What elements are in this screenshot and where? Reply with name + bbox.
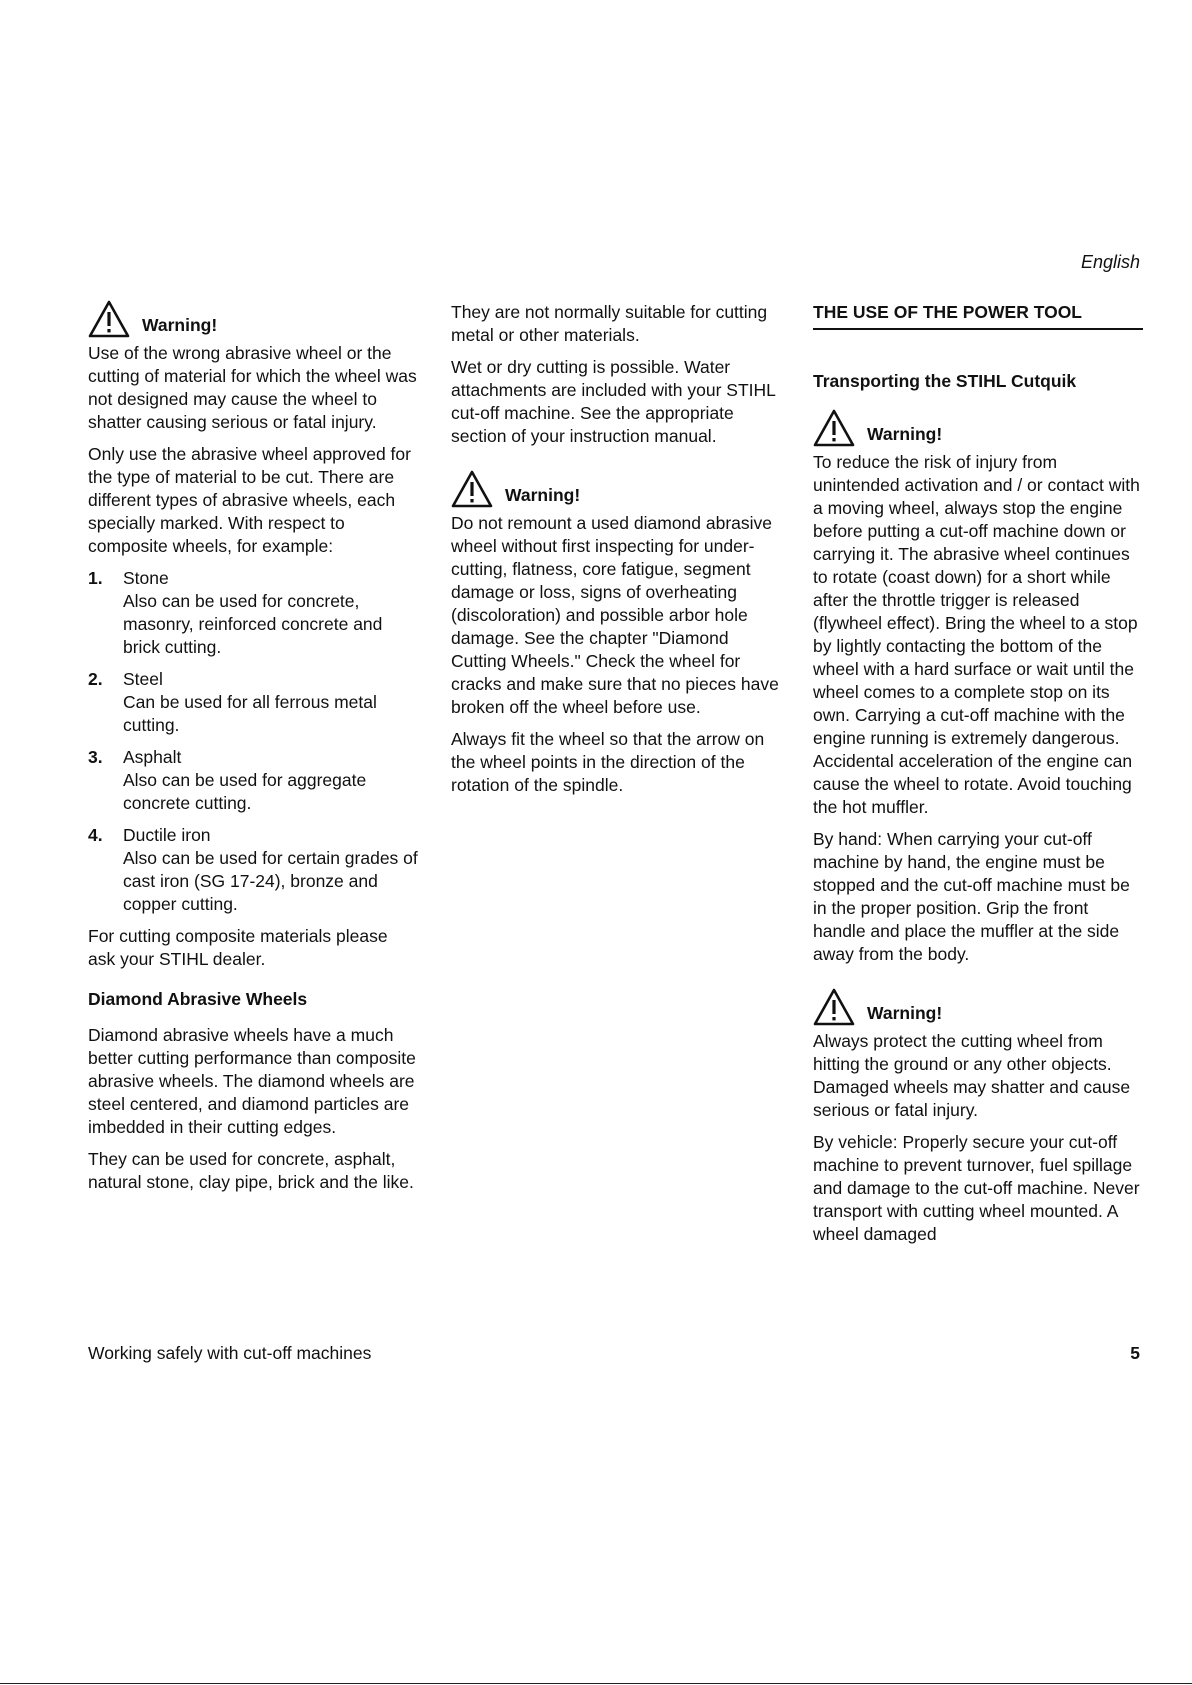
column-right — [813, 301, 1143, 1255]
list-item-text: Also can be used for concrete, masonry, reinforced concrete and brick cutting. — [123, 591, 383, 657]
footer-section-title: Working safely with cut-off machines — [88, 1343, 372, 1363]
warning-label: Warning! — [867, 1003, 943, 1023]
section-title: THE USE OF THE POWER TOOL — [813, 301, 1143, 330]
list-item-title: Asphalt — [123, 747, 182, 767]
paragraph: By hand: When carrying your cut-off machine by hand, the engine must be stopped and the cut-off machine must be in the proper position. Grip the front handle and place the muffler at the side away from the body. — [813, 829, 1130, 964]
warning-text: Always protect the cutting wheel from hitting the ground or any other objects. Damaged wheels may shatter and cause serious or fatal injury. — [813, 1031, 1131, 1120]
warning-label: Warning! — [505, 485, 581, 505]
page-bottom-divider — [0, 1683, 1192, 1684]
warning-text: To reduce the risk of injury from unintended activation and / or contact with a moving wheel, always stop the engine before putting a cut-off machine down or carrying it. The abrasive wheel continues to rotate (coast down) for a short while after the throttle trigger is released (flywheel effect). Bring the wheel to a stop by lightly contacting the bottom of the wheel with a hard surface or wait until the wheel comes to a complete stop on its own. Carrying a cut-off machine with the engine running is extremely dangerous. Accidental acceleration of the engine can cause the wheel to rotate. Avoid touching the hot muffler. — [813, 452, 1140, 817]
list-item-text: Also can be used for aggregate concrete cutting. — [123, 770, 367, 813]
list-number: 4. — [88, 825, 103, 845]
warning-label: Warning! — [142, 315, 218, 335]
page-number: 5 — [1130, 1343, 1140, 1363]
list-item-text: Also can be used for certain grades of cast iron (SG 17-24), bronze and copper cutting. — [123, 848, 418, 914]
warning-heading — [88, 300, 418, 338]
list-item-title: Stone — [123, 568, 169, 588]
list-item-text: Can be used for all ferrous metal cutting. — [123, 692, 377, 735]
column-middle — [451, 301, 781, 806]
wheel-type-list — [88, 567, 418, 916]
list-item-title: Ductile iron — [123, 825, 211, 845]
paragraph: Only use the abrasive wheel approved for the type of material to be cut. There are different types of abrasive wheels, each specially marked. With respect to composite wheels, for example: — [88, 444, 411, 556]
subheading: Transporting the STIHL Cutquik — [813, 371, 1077, 391]
list-item-title: Steel — [123, 669, 163, 689]
list-number: 2. — [88, 669, 103, 689]
list-item — [88, 668, 418, 737]
list-number: 1. — [88, 568, 103, 588]
list-item — [88, 746, 418, 815]
warning-triangle-icon — [813, 409, 855, 447]
paragraph: Diamond abrasive wheels have a much better cutting performance than composite abrasive wheels. The diamond wheels are steel centered, and diamond particles are imbedded in their cutting edges. — [88, 1025, 416, 1137]
warning-triangle-icon — [813, 988, 855, 1026]
list-item — [88, 567, 418, 659]
warning-triangle-icon — [451, 470, 493, 508]
paragraph: They are not normally suitable for cutting metal or other materials. — [451, 302, 768, 345]
paragraph: They can be used for concrete, asphalt, natural stone, clay pipe, brick and the like. — [88, 1149, 414, 1192]
warning-heading — [813, 409, 1143, 447]
paragraph: Wet or dry cutting is possible. Water attachments are included with your STIHL cut-off machine. See the appropriate section of your instruction manual. — [451, 357, 776, 446]
subheading: Diamond Abrasive Wheels — [88, 989, 308, 1009]
list-item — [88, 824, 418, 916]
warning-label: Warning! — [867, 424, 943, 444]
language-label: English — [1080, 252, 1140, 272]
list-number: 3. — [88, 747, 103, 767]
paragraph: Always fit the wheel so that the arrow on the wheel points in the direction of the rotation of the spindle. — [451, 729, 765, 795]
paragraph: For cutting composite materials please ask your STIHL dealer. — [88, 926, 388, 969]
warning-triangle-icon — [88, 300, 130, 338]
warning-text: Use of the wrong abrasive wheel or the cutting of material for which the wheel was not designed may cause the wheel to shatter causing serious or fatal injury. — [88, 343, 417, 432]
warning-heading — [451, 470, 781, 508]
warning-heading — [813, 988, 1143, 1026]
paragraph: By vehicle: Properly secure your cut-off machine to prevent turnover, fuel spillage and damage to the cut-off machine. Never transport with cutting wheel mounted. A wheel damaged — [813, 1132, 1140, 1244]
column-left — [88, 300, 418, 1203]
warning-text: Do not remount a used diamond abrasive wheel without first inspecting for under-cutting, flatness, core fatigue, segment damage or loss, signs of overheating (discoloration) and possible arbor hole damage. See the chapter "Diamond Cutting Wheels." Check the wheel for cracks and make sure that no pieces have broken off the wheel before use. — [451, 513, 779, 717]
